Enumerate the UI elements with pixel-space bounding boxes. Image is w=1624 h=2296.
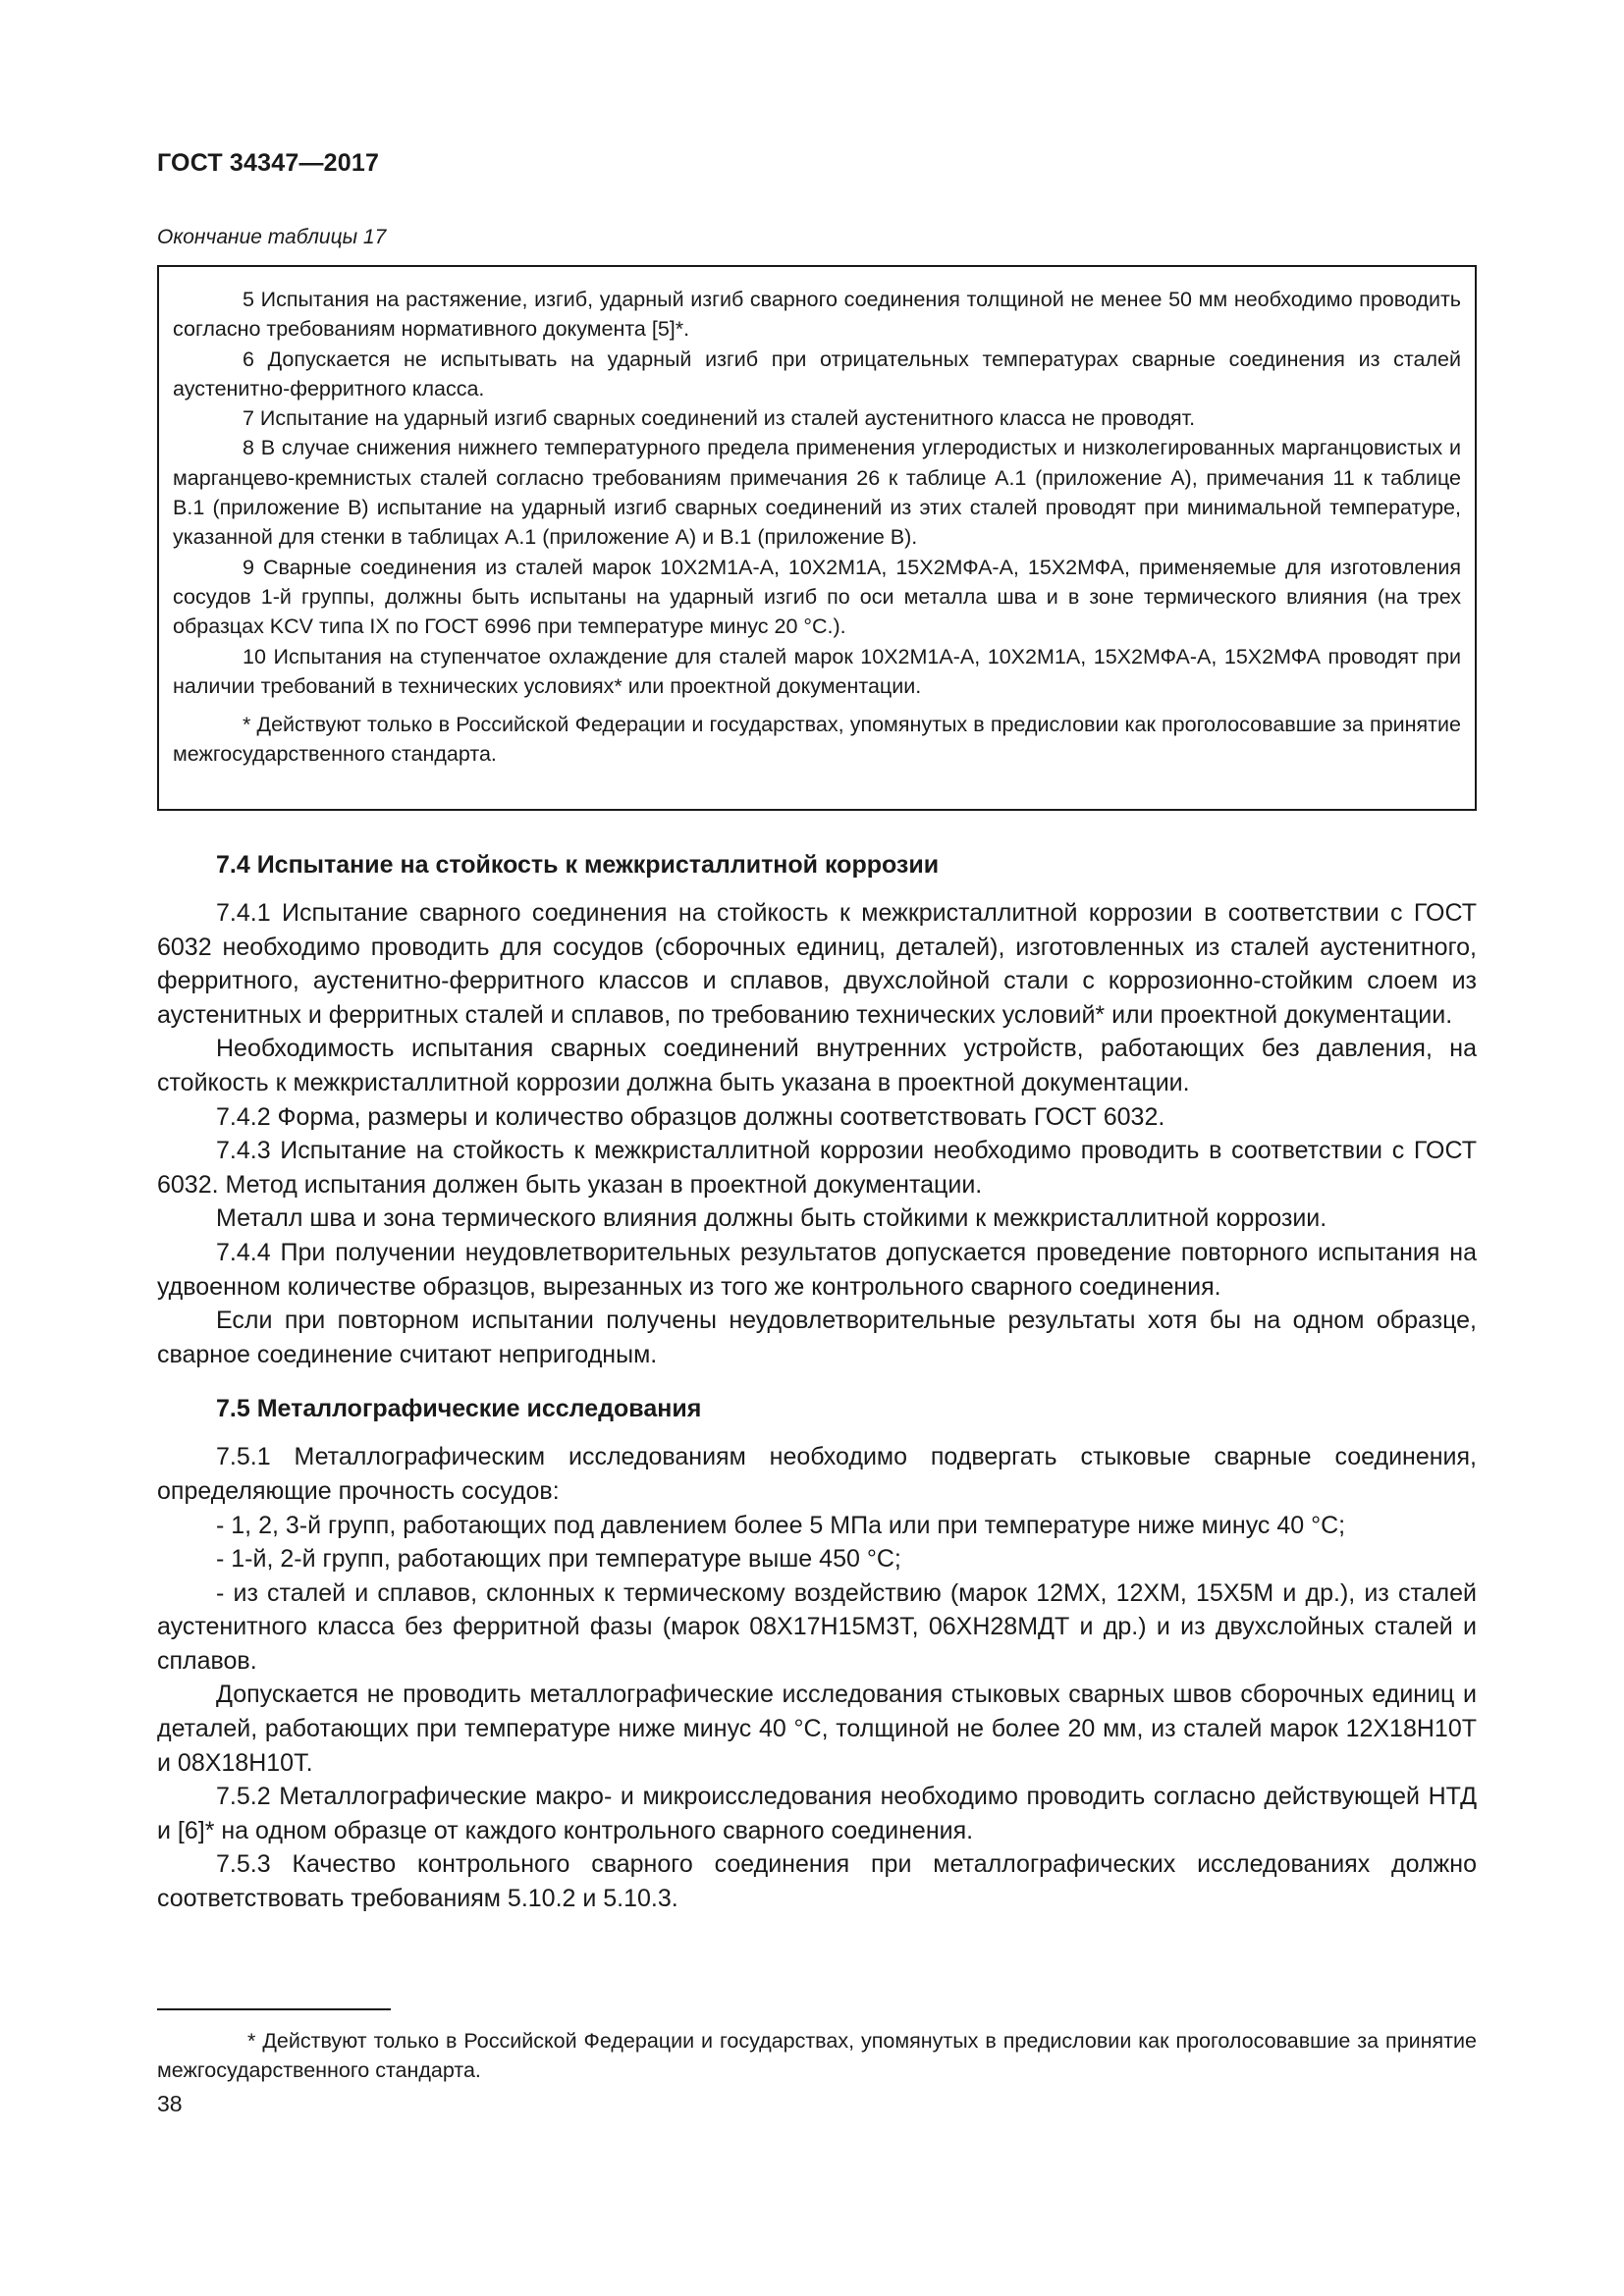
notes-spacer xyxy=(173,701,1461,710)
section-spacer xyxy=(157,1371,1477,1391)
section-paragraph: 7.5.1 Металлографическим исследованиям необходимо подвергать стыковые сварные соединения, определяющие прочность сосудов: xyxy=(157,1443,1477,1505)
section-paragraph: 7.4.2 Форма, размеры и количество образцов должны соответствовать ГОСТ 6032. xyxy=(216,1102,1165,1131)
table-note: 10 Испытания на ступенчатое охлаждение для сталей марок 10Х2М1А-А, 10Х2М1А, 15Х2МФА-А, 15Х2МФА проводят при наличии требований в технических условиях* или проектной документации. xyxy=(173,644,1461,698)
section-title-7-4: 7.4 Испытание на стойкость к межкристаллитной коррозии xyxy=(216,851,940,879)
section-title-7-5: 7.5 Металлографические исследования xyxy=(216,1395,702,1423)
table-note: 7 Испытание на ударный изгиб сварных соединений из сталей аустенитного класса не проводят. xyxy=(243,406,1196,431)
page-number: 38 xyxy=(157,2091,183,2116)
document-header: ГОСТ 34347—2017 xyxy=(157,149,380,177)
list-item: - 1, 2, 3-й групп, работающих под давлением более 5 МПа или при температуре ниже минус 40 °С; xyxy=(216,1511,1346,1539)
main-content xyxy=(157,847,1477,1916)
list-item: - 1-й, 2-й групп, работающих при температуре выше 450 °С; xyxy=(216,1545,901,1574)
footnote-divider xyxy=(157,2008,391,2010)
table-caption: Окончание таблицы 17 xyxy=(157,226,387,248)
table-notes-box xyxy=(157,265,1477,811)
section-paragraph: Допускается не проводить металлографические исследования стыковых сварных швов сборочных единиц и деталей, работающих при температуре ниже минус 40 °С, толщиной не более 20 мм, из сталей марок 12Х18Н10Т и 08Х18Н10Т. xyxy=(157,1681,1477,1777)
list-item: - из сталей и сплавов, склонных к термическому воздействию (марок 12МХ, 12ХМ, 15Х5М и др.), из сталей аустенитного класса без ферритной фазы (марок 08Х17Н15М3Т, 06ХН28МДТ и др.) и из двухслойных сталей и сплавов. xyxy=(157,1578,1477,1675)
page-footnote: * Действуют только в Российской Федерации и государствах, упомянутых в предисловии как проголосовавшие за принятие межгосударственного стандарта. xyxy=(157,2029,1477,2082)
table-footnote: * Действуют только в Российской Федерации и государствах, упомянутых в предисловии как проголосовавшие за принятие межгосударственного стандарта. xyxy=(173,713,1461,767)
table-note: 8 В случае снижения нижнего температурного предела применения углеродистых и низколегированных марганцовистых и марганцево-кремнистых сталей согласно требованиям примечания 26 к таблице А.1 (приложение А), примечания 11 к таблице В.1 (приложение В) испытание на ударный изгиб сварных соединений из этих сталей проводят при минимальной температуре, указанной для стенки в таблицах А.1 (приложение А) и В.1 (приложение В). xyxy=(173,436,1461,550)
table-note: 5 Испытания на растяжение, изгиб, ударный изгиб сварного соединения толщиной не менее 50 мм необходимо проводить согласно требованиям нормативного документа [5]*. xyxy=(173,288,1461,342)
table-note: 9 Сварные соединения из сталей марок 10Х2М1А-А, 10Х2М1А, 15Х2МФА-А, 15Х2МФА, применяемые для изготовления сосудов 1-й группы, должны быть испытаны на ударный изгиб по оси металла шва и в зоне термического влияния (на трех образцах KCV типа IX по ГОСТ 6996 при температуре минус 20 °С.). xyxy=(173,555,1461,639)
section-paragraph: 7.5.2 Металлографические макро- и микроисследования необходимо проводить согласно действующей НТД и [6]* на одном образце от каждого контрольного сварного соединения. xyxy=(157,1783,1477,1844)
section-paragraph: 7.4.3 Испытание на стойкость к межкристаллитной коррозии необходимо проводить в соответствии с ГОСТ 6032. Метод испытания должен быть указан в проектной документации. xyxy=(157,1137,1477,1199)
section-paragraph: Металл шва и зона термического влияния должны быть стойкими к межкристаллитной коррозии. xyxy=(216,1204,1327,1233)
section-paragraph: Необходимость испытания сварных соединений внутренних устройств, работающих без давления, на стойкость к межкристаллитной коррозии должна быть указана в проектной документации. xyxy=(157,1035,1477,1096)
table-note: 6 Допускается не испытывать на ударный изгиб при отрицательных температурах сварные соединения из сталей аустенитно-ферритного класса. xyxy=(173,347,1461,400)
section-paragraph: 7.4.4 При получении неудовлетворительных результатов допускается проведение повторного испытания на удвоенном количестве образцов, вырезанных из того же контрольного сварного соединения. xyxy=(157,1238,1477,1301)
section-paragraph: 7.4.1 Испытание сварного соединения на стойкость к межкристаллитной коррозии в соответствии с ГОСТ 6032 необходимо проводить для сосудов (сборочных единиц, деталей), изготовленных из сталей аустенитного, ферритного, аустенитно-ферритного классов и сплавов, двухслойной стали с коррозионно-стойким слоем из аустенитных и ферритных сталей и сплавов, по требованию технических условий* или проектной документации. xyxy=(157,899,1477,1029)
section-paragraph: Если при повторном испытании получены неудовлетворительные результаты хотя бы на одном образце, сварное соединение считают непригодным. xyxy=(157,1307,1477,1368)
section-paragraph: 7.5.3 Качество контрольного сварного соединения при металлографических исследованиях должно соответствовать требованиям 5.10.2 и 5.10.3. xyxy=(157,1850,1477,1913)
